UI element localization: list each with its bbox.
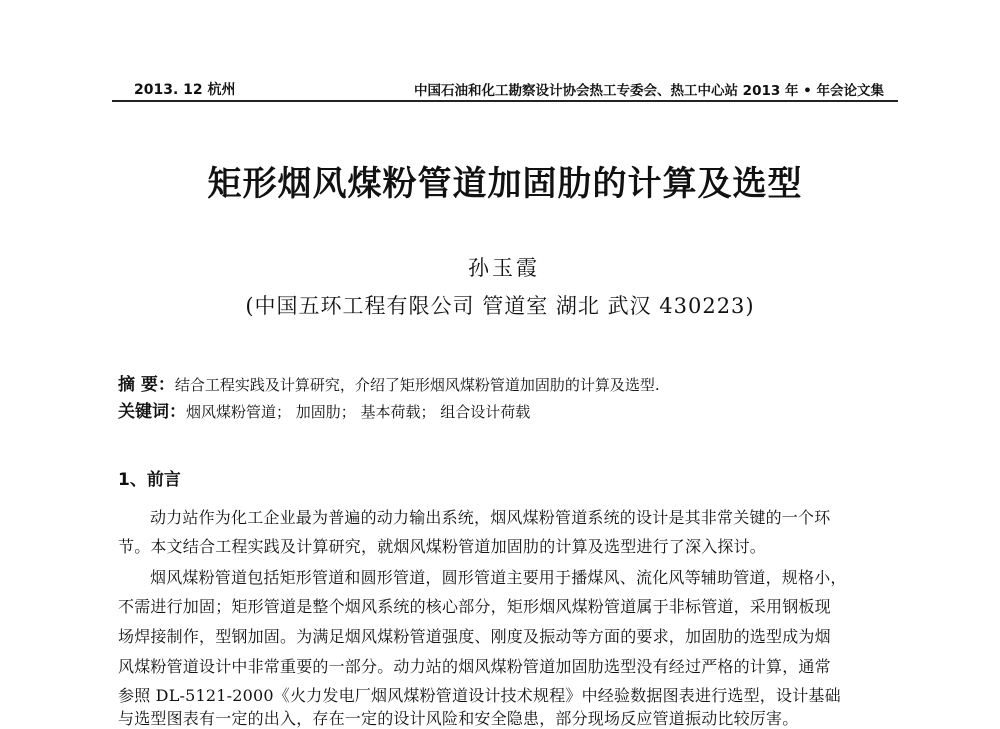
abstract [118,370,660,395]
paragraph-line: 节。本文结合工程实践及计算研究，就烟风煤粉管道加固肋的计算及选型进行了深入探讨。 [118,537,767,556]
header-proceedings: 中国石油和化工勘察设计协会热工专委会、热工中心站 2013 年 • 年会论文集 [413,83,884,99]
paragraph-line: 风煤粉管道设计中非常重要的一部分。动力站的烟风煤粉管道加固肋选型没有经过严格的计算，通常 [118,657,831,676]
keywords-label: 关键词： [118,402,186,422]
abstract-text: 结合工程实践及计算研究，介绍了矩形烟风煤粉管道加固肋的计算及选型. [174,376,660,394]
author-affiliation: (中国五环工程有限公司 管道室 湖北 武汉 430223) [245,294,755,318]
paper-title: 矩形烟风煤粉管道加固肋的计算及选型 [207,164,803,204]
author-name: 孙玉霞 [468,256,540,280]
paragraph-line: 场焊接制作，型钢加固。为满足烟风煤粉管道强度、刚度及振动等方面的要求，加固肋的选型成为烟 [118,627,831,646]
keywords-text: 烟风煤粉管道； 加固肋； 基本荷载； 组合设计荷载 [186,403,531,421]
paragraph-line: 动力站作为化工企业最为普遍的动力输出系统，烟风煤粉管道系统的设计是其非常关键的一个环 [150,508,831,527]
keywords [118,397,530,422]
running-header [112,78,898,102]
paragraph-line: 烟风煤粉管道包括矩形管道和圆形管道，圆形管道主要用于播煤风、流化风等辅助管道，规格小， [150,568,847,587]
abstract-label: 摘 要： [118,375,175,395]
paragraph-line: 不需进行加固；矩形管道是整个烟风系统的核心部分，矩形烟风煤粉管道属于非标管道，采用钢板现 [118,597,831,616]
paragraph-line: 参照 DL-5121-2000《火力发电厂烟风煤粉管道设计技术规程》中经验数据图表进行选型，设计基础 [118,686,841,705]
header-date-location: 2013. 12 杭州 [134,82,236,98]
section-heading: 1、前言 [118,470,181,490]
paragraph-line: 与选型图表有一定的出入，存在一定的设计风险和安全隐患，部分现场反应管道振动比较厉害。 [118,709,799,728]
